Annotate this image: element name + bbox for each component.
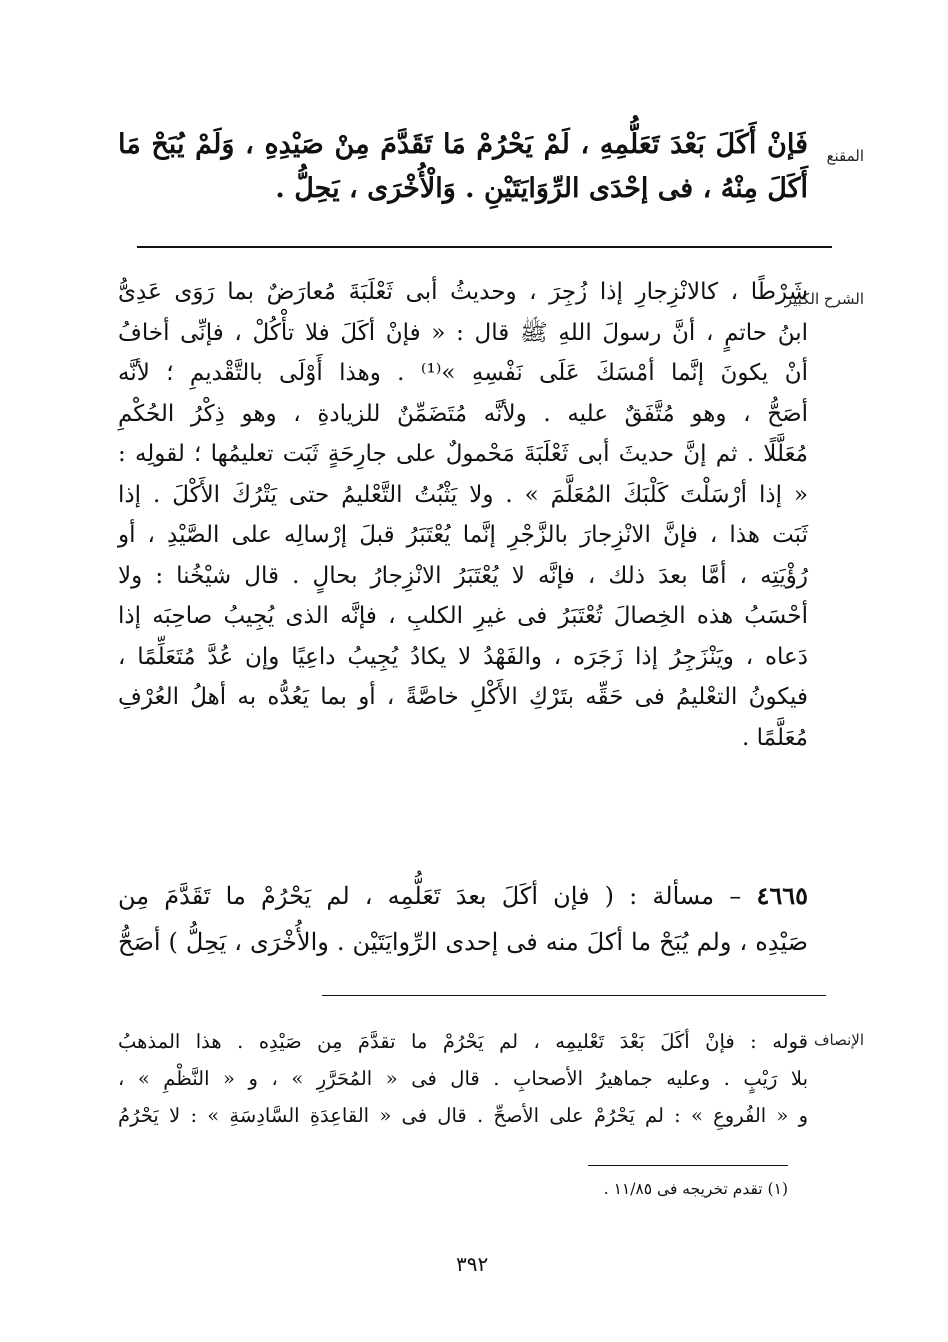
sharh-line: ابنُ حاتمٍ ، أنَّ رسولَ اللهِ ﷺ قال : « فإنْ أكَلَ فلا تأْكُلْ ، فإنِّى أخافُ xyxy=(118,319,808,346)
insaf-line: بلا رَيْبٍ . وعليه جماهيرُ الأصحابِ . قال فى « المُحَرَّرِ » ، و « النَّظْمِ » ، xyxy=(118,1067,808,1090)
masala-line-text: – مسألة : ( فإن أكَلَ بعدَ تَعَلُّمِه ، لم يَحْرُمْ ما تَقَدَّمَ مِن xyxy=(118,882,742,910)
sharh-text xyxy=(118,272,808,758)
sharh-line: ثَبَت هذا ، فإنَّ الانْزِجارَ بالزَّجْرِ إنَّما يُعْتَبَرُ قبلَ إرْسالِه على الصَّيْدِ ، أو xyxy=(118,522,808,548)
footnote-divider xyxy=(588,1165,788,1166)
margin-label-muqni: المقنع xyxy=(826,147,864,165)
muqni-line: أَكَلَ مِنْهُ ، فى إحْدَى الرِّوَايَتَيْنِ . وَالْأُخْرَى ، يَحِلُّ . xyxy=(275,173,808,204)
sharh-line: فيكونُ التعْليمُ فى حَقِّه بتَرْكِ الأَكْلِ خاصَّةً ، أو بما يَعُدُّه به أهلُ العُرْفِ xyxy=(118,684,808,710)
sharh-line: « إذا أرْسَلْتَ كَلْبَكَ المُعَلَّمَ » . ولا يَثْبُتُ التَّعْليمُ حتى يَتْرُكَ الأَكْلَ . إذا xyxy=(118,481,809,508)
sharh-line: رُؤْيَتِه ، أمَّا بعدَ ذلك ، فإنَّه لا يُعْتَبَرُ الانْزِجارُ بحالٍ . قال شيْخُنا : ولا xyxy=(118,562,808,589)
muqni-line: فَإنْ أَكَلَ بَعْدَ تَعَلُّمِهِ ، لَمْ يَحْرُمْ مَا تَقَدَّمَ مِنْ صَيْدِهِ ، وَلَمْ يُبَحْ مَا xyxy=(118,129,808,160)
sharh-line: أحْسَبُ هذه الخِصالَ تُعْتَبَرُ فى غيرِ الكلبِ ، فإنَّه الذى يُجِيبُ صاحِبَه إذا xyxy=(118,603,808,629)
section-divider xyxy=(137,246,832,248)
insaf-text xyxy=(118,1023,808,1134)
margin-label-insaf: الإنصاف xyxy=(813,1031,864,1049)
sharh-line: شَرْطًا ، كالانْزِجارِ إذا زُجِرَ ، وحديثُ أبى ثَعْلَبَةَ مُعارَضٌ بما رَوَى عَدِىُّ xyxy=(118,279,808,305)
sharh-line: دَعاه ، ويَنْزَجِرُ إذا زَجَرَه ، والفَهْدُ لا يكادُ يُجِيبُ داعِيًا وإن عُدَّ مُتَعَلِّمًا ، xyxy=(118,643,808,670)
margin-label-sharh: الشرح الكبير xyxy=(784,290,864,308)
sharh-line: مُعَلَّلًا . ثم إنَّ حديثَ أبى ثَعْلَبَةَ مَحْمولٌ على جارِحَةٍ ثَبَت تعليمُها ؛ لقولِه : xyxy=(118,441,808,467)
sharh-line: أنْ يكونَ إنَّما أمْسَكَ عَلَى نَفْسِهِ »⁽¹⁾ . وهذا أَوْلَى بالتَّقْديمِ ؛ لأنَّه xyxy=(118,360,808,386)
insaf-divider xyxy=(322,995,826,996)
footnote: (١) تقدم تخريجه فى ١١/٨٥ . xyxy=(603,1180,788,1198)
sharh-line: مُعَلَّمًا . xyxy=(742,724,808,751)
masala-text xyxy=(118,873,808,965)
sharh-line: أصَحُّ ، وهو مُتَّفَقٌ عليه . ولأنَّه مُتَضَمِّنٌ للزيادةِ ، وهو ذِكْرُ الحُكْمِ xyxy=(118,400,808,427)
masala-line xyxy=(118,873,808,919)
insaf-line: قوله : فإنْ أكَلَ بَعْدَ تَعْليمِه ، لم يَحْرُمْ ما تقدَّمَ مِن صَيْدِه . هذا المذهبُ xyxy=(118,1030,808,1053)
insaf-line: و « الفُروعِ » : لم يَحْرُمْ على الأصحِّ . قال فى « القاعِدَةِ السَّادِسَةِ » : لا يَحْرُمُ xyxy=(118,1104,808,1127)
masala-line: صَيْدِه ، ولم يُبَحْ ما أكلَ منه فى إحدى الرِّوايَتَيْن . والأُخْرَى ، يَحِلُّ ) أصَحُّ xyxy=(118,928,808,956)
page-number: ٣٩٢ xyxy=(456,1252,489,1276)
muqni-text xyxy=(118,123,808,211)
masala-number: ٤٦٦٥ xyxy=(756,881,808,910)
